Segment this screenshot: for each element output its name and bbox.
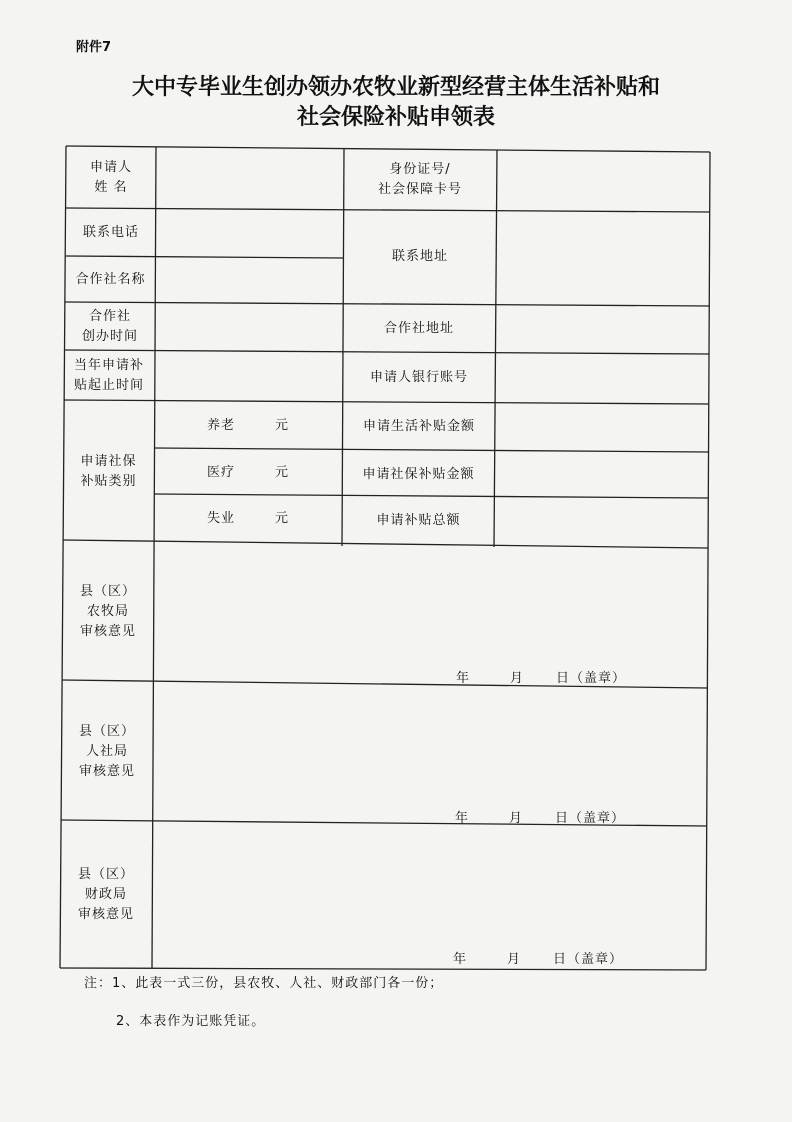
label-contact-address: 联系地址	[391, 249, 448, 264]
label-applicant-name: 申请人 姓 名	[89, 160, 132, 195]
label-coop-founded: 合作社 创办时间	[81, 309, 138, 344]
field-bank-account[interactable]	[495, 354, 709, 404]
field-unemployment[interactable]: 失业 元	[206, 511, 290, 526]
agri-review-date: 年 月 日（盖章）	[456, 671, 627, 686]
field-applicant-name[interactable]	[156, 148, 344, 210]
label-coop-address: 合作社地址	[383, 321, 454, 336]
field-coop-founded[interactable]	[155, 304, 343, 352]
label-subsidy-period: 当年申请补 贴起止时间	[73, 358, 144, 393]
label-living-amount: 申请生活补贴金额	[362, 419, 475, 434]
label-social-type: 申请社保 补贴类别	[80, 454, 137, 489]
field-coop-address[interactable]	[495, 306, 709, 354]
field-contact-address[interactable]	[496, 211, 710, 305]
note-line-1: 注：1、此表一式三份，县农牧、人社、财政部门各一份；	[84, 976, 444, 991]
field-pension[interactable]: 养老 元	[206, 418, 290, 433]
field-living-amount[interactable]	[495, 404, 709, 452]
label-fin-review: 县（区） 财政局 审核意见	[77, 867, 134, 922]
field-fin-review[interactable]	[152, 824, 707, 970]
label-agri-review: 县（区） 农牧局 审核意见	[79, 584, 136, 639]
field-phone[interactable]	[156, 210, 344, 258]
field-subsidy-period[interactable]	[154, 352, 342, 402]
form-title-line1: 大中专毕业生创办领办农牧业新型经营主体生活补贴和	[131, 74, 660, 100]
annex-label: 附件7	[76, 40, 112, 55]
field-hr-review[interactable]	[153, 684, 707, 824]
field-coop-name[interactable]	[156, 258, 344, 304]
field-total-amount[interactable]	[495, 498, 709, 546]
field-medical[interactable]: 医疗 元	[206, 464, 290, 480]
field-social-amount[interactable]	[495, 452, 709, 499]
label-hr-review: 县（区） 人社局 审核意见	[78, 724, 135, 779]
label-total-amount: 申请补贴总额	[376, 513, 461, 528]
label-social-amount: 申请社保补贴金额	[362, 466, 475, 482]
note-line-2: 2、本表作为记账凭证。	[116, 1014, 266, 1029]
fin-review-date: 年 月 日（盖章）	[453, 952, 624, 967]
label-coop-name: 合作社名称	[75, 272, 146, 287]
form-title-line2: 社会保险补贴申领表	[296, 104, 495, 130]
label-bank-account: 申请人银行账号	[369, 370, 468, 385]
field-agri-review[interactable]	[154, 544, 708, 684]
label-phone: 联系电话	[82, 225, 139, 240]
label-id-number: 身份证号/ 社会保障卡号	[377, 162, 462, 197]
field-id-number[interactable]	[496, 150, 710, 212]
hr-review-date: 年 月 日（盖章）	[455, 811, 626, 826]
